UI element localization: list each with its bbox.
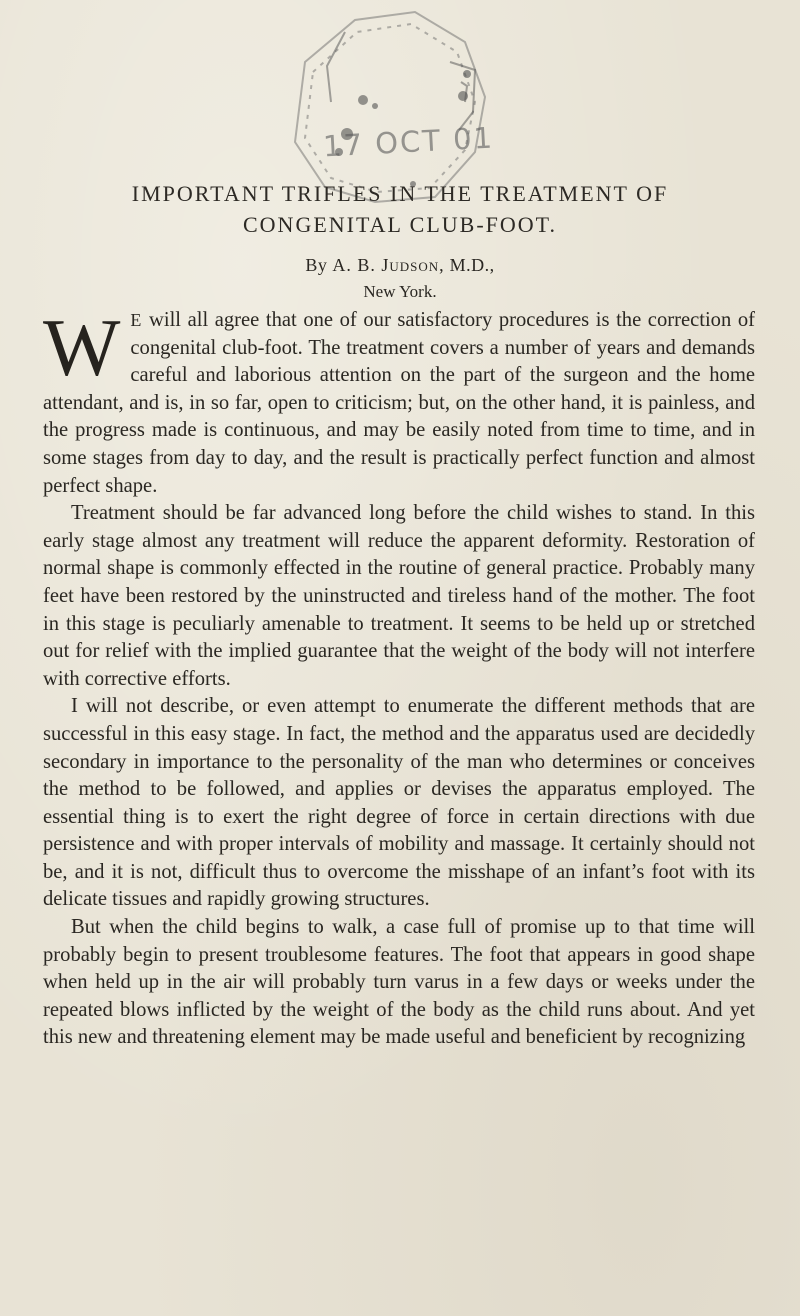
byline	[0, 255, 800, 276]
paragraph-1-text: will all agree that one of our satisfactory procedures is the correction of congenital club-foot. The treatment covers a number of years and demands careful and laborious attention on the part of the surgeon and the home attendant, and is, in so far, open to criticism; but, on the other hand, it is painless, and the progress made is continuous, and may be easily noted from time to time, and in some stages from day to day, and the result is practically perfect function and almost perfect shape.	[43, 309, 755, 497]
article-title-line-2: CONGENITAL CLUB-FOOT.	[243, 212, 557, 237]
author-location: New York.	[363, 282, 437, 301]
library-stamp	[235, 2, 535, 207]
author-name: A. B. Judson,	[332, 255, 445, 275]
paragraph-3: I will not describe, or even attempt to enumerate the different methods that are successful in this easy stage. In fact, the method and the apparatus used are decidedly secondary in importance to the personality of the man who determines or conceives the method to be followed, and applies or devises the apparatus employed. The essential thing is to exert the right degree of force in certain directions with due persistence and with proper intervals of mobility and massage. It certainly should not be, and it is not, difficult thus to overcome the misshape of an infant’s foot with its delicate tissues and rapidly growing structures.	[43, 695, 755, 911]
paragraph-2: Treatment should be far advanced long before the child wishes to stand. In this early stage almost any treatment will reduce the apparent deformity. Restoration of normal shape is commonly effected in the routine of general practice. Probably many feet have been restored by the uninstructed and tireless hand of the mother. The foot in this stage is peculiarly amenable to treatment. It seems to be held up or stretched out for relief with the implied guarantee that the weight of the body will not interfere with corrective efforts.	[43, 502, 755, 690]
paragraph-4: But when the child begins to walk, a case full of promise up to that time will probably begin to present troublesome features. The foot that appears in good shape when held up in the air will probably turn varus in a few days or weeks under the repeated blows inflicted by the weight of the body as the child runs about. And yet this new and threatening element may be made useful and beneficient by recognizing	[43, 916, 755, 1049]
first-word-rest: E	[130, 310, 143, 330]
byline-prefix: By	[305, 255, 328, 275]
paragraph-1	[43, 302, 755, 500]
drop-cap: W	[43, 302, 121, 393]
stamp-outline-icon	[235, 2, 535, 207]
author-credentials: M.D.,	[449, 255, 495, 275]
stamp-date: 17 OCT 01	[322, 120, 495, 164]
article-title-line-1: IMPORTANT TRIFLES IN THE TREATMENT OF	[131, 181, 669, 206]
article-body	[43, 302, 755, 1052]
